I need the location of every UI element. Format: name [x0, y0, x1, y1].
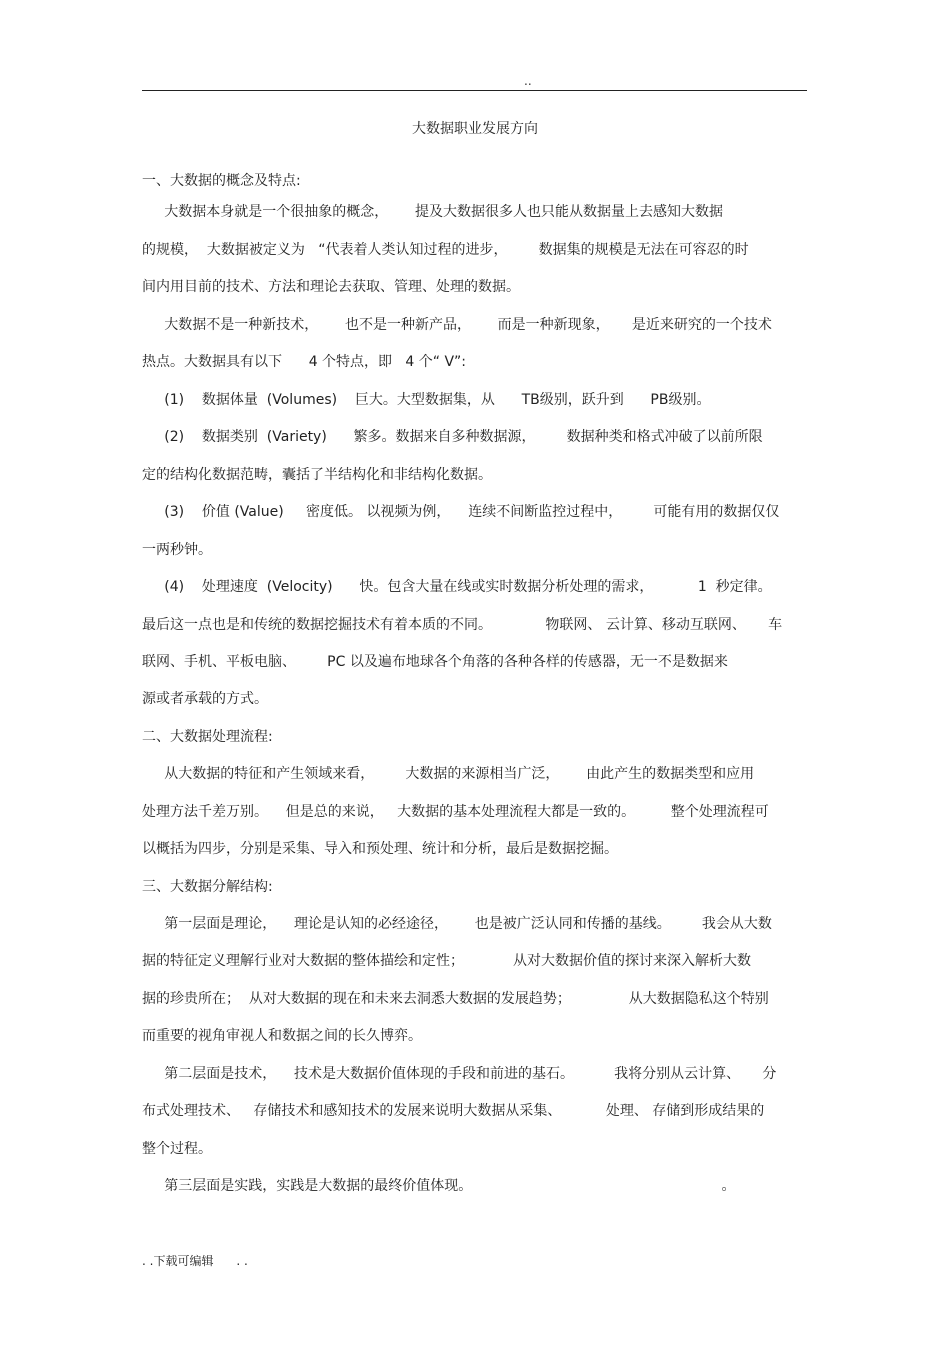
- text-line: (4) 处理速度 (Velocity) 快。包含大量在线或实时数据分析处理的需求， 1 秒定律。: [142, 579, 772, 595]
- text-line: 源或者承载的方式。: [142, 691, 268, 707]
- text-line: 一两秒钟。: [142, 542, 212, 558]
- text-line: 据的珍贵所在； 从对大数据的现在和未来去洞悉大数据的发展趋势； 从大数据隐私这个特别: [142, 991, 769, 1007]
- document-title: 大数据职业发展方向: [412, 121, 538, 137]
- text-line: 最后这一点也是和传统的数据挖掘技术有着本质的不同。 物联网、 云计算、移动互联网、 车: [142, 617, 783, 633]
- text-line: 定的结构化数据范畴，囊括了半结构化和非结构化数据。: [142, 467, 492, 483]
- text-line: (3) 价值 (Value) 密度低。 以视频为例， 连续不间断监控过程中， 可能有用的数据仅仅: [142, 504, 780, 520]
- text-line: 而重要的视角审视人和数据之间的长久博弈。: [142, 1028, 422, 1044]
- text-line: (1) 数据体量 (Volumes) 巨大。大型数据集，从 TB级别，跃升到 PB级别。: [142, 392, 711, 408]
- text-line: (2) 数据类别 (Variety) 繁多。数据来自多种数据源， 数据种类和格式冲破了以前所限: [142, 429, 763, 445]
- text-line: 大数据本身就是一个很抽象的概念， 提及大数据很多人也只能从数据量上去感知大数据: [142, 204, 723, 220]
- text-line: 热点。大数据具有以下 4 个特点，即 4 个“ V”:: [142, 354, 467, 370]
- text-line: 第三层面是实践，实践是大数据的最终价值体现。 。: [142, 1178, 736, 1194]
- text-line: 从大数据的特征和产生领域来看， 大数据的来源相当广泛， 由此产生的数据类型和应用: [142, 766, 755, 782]
- text-line: 据的特征定义理解行业对大数据的整体描绘和定性； 从对大数据价值的探讨来深入解析大数: [142, 953, 751, 969]
- text-line: 整个过程。: [142, 1141, 212, 1157]
- text-line: 第一层面是理论， 理论是认知的必经途径， 也是被广泛认同和传播的基线。 我会从大数: [142, 916, 772, 932]
- page-footer: . .下载可编辑 . .: [142, 1254, 248, 1268]
- text-line: 以概括为四步，分别是采集、导入和预处理、统计和分析，最后是数据挖掘。: [142, 841, 618, 857]
- text-line: 大数据不是一种新技术， 也不是一种新产品， 而是一种新现象， 是近来研究的一个技术: [142, 317, 772, 333]
- text-line: 布式处理技术、 存储技术和感知技术的发展来说明大数据从采集、 处理、 存储到形成结果的: [142, 1103, 765, 1119]
- text-line: 二、大数据处理流程:: [142, 729, 273, 745]
- text-line: 联网、手机、平板电脑、 PC 以及遍布地球各个角落的各种各样的传感器，无一不是数据来: [142, 654, 728, 670]
- text-line: 间内用目前的技术、方法和理论去获取、管理、处理的数据。: [142, 279, 520, 295]
- header-marks: ..: [524, 74, 532, 88]
- text-line: 的规模， 大数据被定义为 “代表着人类认知过程的进步， 数据集的规模是无法在可容忍的时: [142, 242, 749, 258]
- text-line: 第二层面是技术， 技术是大数据价值体现的手段和前进的基石。 我将分别从云计算、 分: [142, 1066, 777, 1082]
- text-line: 三、大数据分解结构:: [142, 879, 273, 895]
- header-rule: [142, 90, 807, 91]
- text-line: 处理方法千差万别。 但是总的来说， 大数据的基本处理流程大都是一致的。 整个处理流程可: [142, 804, 769, 820]
- text-line: 一、大数据的概念及特点:: [142, 173, 301, 189]
